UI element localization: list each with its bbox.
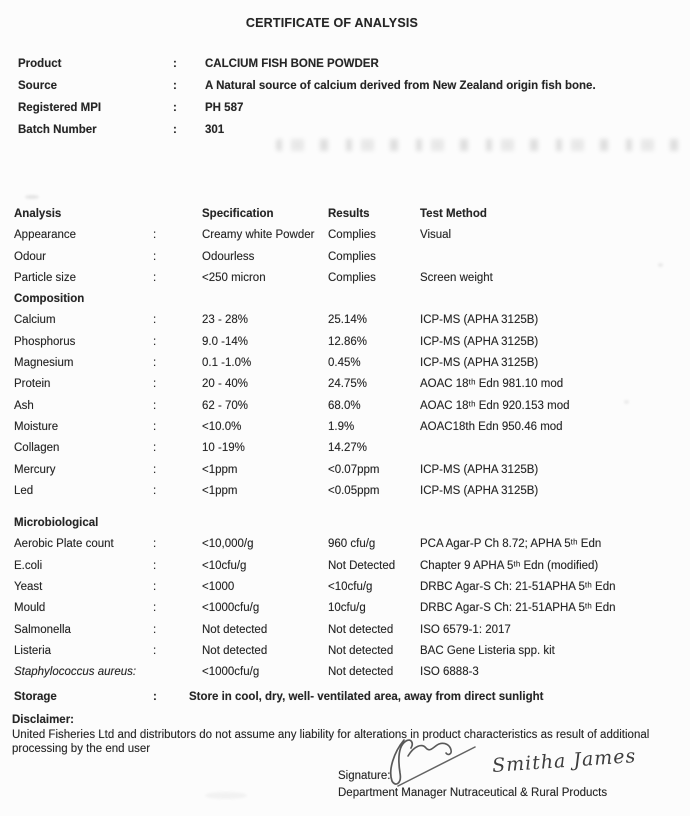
info-label: Source <box>18 80 57 92</box>
column-header-test-method: Test Method <box>420 208 487 220</box>
row-result: Complies <box>328 229 376 242</box>
row-colon: : <box>153 335 157 348</box>
signature-scribble-icon <box>378 734 483 790</box>
row-specification: <1000cfu/g <box>202 602 260 615</box>
row-specification: <10.0% <box>202 420 242 433</box>
table-header-row <box>14 204 682 225</box>
info-row-product <box>18 53 678 75</box>
row-test-method: PCA Agar-P Ch 8.72; APHA 5ᵗʰ Edn <box>420 538 602 551</box>
row-colon <box>153 662 202 683</box>
info-colon: : <box>173 80 177 92</box>
info-colon: : <box>173 124 177 136</box>
row-label: Protein <box>14 378 51 391</box>
column-header-analysis: Analysis <box>14 208 62 220</box>
row-specification: 23 - 28% <box>202 314 249 327</box>
table-row <box>14 247 682 268</box>
table-row <box>14 417 682 438</box>
info-row-batch-number <box>18 119 678 141</box>
table-row <box>14 513 682 534</box>
row-specification: Creamy white Powder <box>202 229 315 242</box>
row-label: Particle size <box>14 271 76 284</box>
analysis-table-body <box>14 225 682 708</box>
row-specification: Odourless <box>202 250 255 263</box>
table-row <box>14 577 682 598</box>
info-label: Product <box>18 58 62 70</box>
row-label: Mercury <box>14 463 56 476</box>
info-label: Batch Number <box>18 124 97 136</box>
scan-speck <box>205 792 247 799</box>
row-result: 0.45% <box>328 357 361 370</box>
row-label: E.coli <box>14 559 43 572</box>
table-row <box>14 481 682 502</box>
row-specification: Not detected <box>202 623 268 636</box>
row-result: 960 cfu/g <box>328 538 376 551</box>
table-row <box>14 556 682 577</box>
table-row <box>14 641 682 662</box>
row-colon: : <box>153 623 157 636</box>
row-colon: : <box>153 229 157 242</box>
column-header-specification: Specification <box>202 208 274 220</box>
row-label: Led <box>14 484 34 497</box>
row-colon: : <box>153 271 157 284</box>
row-test-method: AOAC18th Edn 950.46 mod <box>420 420 563 433</box>
row-label: Aerobic Plate count <box>14 538 114 551</box>
info-value: PH 587 <box>205 102 244 114</box>
scan-smudge-band <box>276 139 686 151</box>
row-specification: <10cfu/g <box>202 559 247 572</box>
row-colon: : <box>153 314 157 327</box>
row-result: 10cfu/g <box>328 602 366 615</box>
info-value: CALCIUM FISH BONE POWDER <box>205 58 379 70</box>
row-label: Staphylococcus aureus: <box>14 666 137 679</box>
row-result: <10cfu/g <box>328 581 373 594</box>
row-result: 12.86% <box>328 335 368 348</box>
table-row <box>14 502 682 513</box>
row-specification: 0.1 -1.0% <box>202 357 252 370</box>
signature-label: Signature: <box>338 770 391 782</box>
row-test-method: Visual <box>420 229 452 242</box>
row-result: 14.27% <box>328 442 368 455</box>
table-row <box>14 662 682 683</box>
row-result: Not detected <box>328 644 394 657</box>
row-specification: <1ppm <box>202 463 238 476</box>
table-row <box>14 598 682 619</box>
section-header: Composition <box>14 293 85 306</box>
disclaimer-text: United Fisheries Ltd and distributors do not assume any liability for alterations in product characteristics as result of additional processing by the end user <box>12 729 650 756</box>
row-result: Not detected <box>328 623 394 636</box>
table-row <box>14 620 682 641</box>
row-result: Complies <box>328 250 376 263</box>
row-test-method: ISO 6888-3 <box>420 666 479 679</box>
row-colon: : <box>153 463 157 476</box>
info-value: A Natural source of calcium derived from New Zealand origin fish bone. <box>205 80 596 92</box>
table-row <box>14 310 682 331</box>
row-result: 24.75% <box>328 378 368 391</box>
row-test-method <box>420 247 682 268</box>
row-test-method: DRBC Agar-S Ch: 21-51APHA 5ᵗʰ Edn <box>420 602 616 615</box>
section-header: Microbiological <box>14 517 99 530</box>
row-label: Mould <box>14 602 46 615</box>
row-test-method: Chapter 9 APHA 5ᵗʰ Edn (modified) <box>420 559 599 572</box>
row-colon: : <box>153 399 157 412</box>
row-specification: Not detected <box>202 644 268 657</box>
row-test-method <box>420 438 682 459</box>
row-result: Complies <box>328 271 376 284</box>
row-test-method: Screen weight <box>420 271 493 284</box>
row-colon: : <box>153 442 157 455</box>
column-header-results: Results <box>328 208 370 220</box>
row-colon: : <box>153 538 157 551</box>
table-row <box>14 268 682 289</box>
info-colon: : <box>173 102 177 114</box>
row-specification: 10 -19% <box>202 442 245 455</box>
row-specification: <10,000/g <box>202 538 254 551</box>
info-colon: : <box>173 58 177 70</box>
row-colon: : <box>153 357 157 370</box>
row-result: <0.05ppm <box>328 484 380 497</box>
row-colon: : <box>153 602 157 615</box>
signature-role: Department Manager Nutraceutical & Rural Products <box>338 787 608 799</box>
table-row <box>14 332 682 353</box>
scan-speck <box>25 195 39 199</box>
storage-value: Store in cool, dry, well- ventilated area, away from direct sunlight <box>189 690 544 703</box>
row-test-method: ICP-MS (APHA 3125B) <box>420 463 539 476</box>
row-colon: : <box>153 420 157 433</box>
info-label: Registered MPI <box>18 102 102 114</box>
row-test-method: AOAC 18ᵗʰ Edn 920.153 mod <box>420 399 570 412</box>
info-row-registered-mpi <box>18 97 678 119</box>
row-test-method: ISO 6579-1: 2017 <box>420 623 511 636</box>
row-test-method: BAC Gene Listeria spp. kit <box>420 644 555 657</box>
document-title: CERTIFICATE OF ANALYSIS <box>245 16 419 30</box>
row-test-method: ICP-MS (APHA 3125B) <box>420 335 539 348</box>
row-specification: 9.0 -14% <box>202 335 249 348</box>
row-colon: : <box>153 559 157 572</box>
row-result: Not detected <box>328 666 394 679</box>
row-result: 25.14% <box>328 314 368 327</box>
row-specification: <1000 <box>202 581 235 594</box>
table-row <box>14 396 682 417</box>
signature-name: Smitha James <box>491 744 637 778</box>
row-specification: <1000cfu/g <box>202 666 260 679</box>
table-row <box>14 687 682 708</box>
row-result: Not Detected <box>328 559 396 572</box>
row-label: Salmonella <box>14 623 71 636</box>
row-label: Collagen <box>14 442 60 455</box>
row-test-method: DRBC Agar-S Ch: 21-51APHA 5ᵗʰ Edn <box>420 581 616 594</box>
row-specification: <1ppm <box>202 484 238 497</box>
row-result: 68.0% <box>328 399 361 412</box>
info-row-source <box>18 75 678 97</box>
row-test-method: ICP-MS (APHA 3125B) <box>420 484 539 497</box>
row-label: Appearance <box>14 229 77 242</box>
product-info-block <box>18 53 678 141</box>
row-test-method: ICP-MS (APHA 3125B) <box>420 314 539 327</box>
row-colon: : <box>153 250 157 263</box>
row-label: Moisture <box>14 420 59 433</box>
column-header-spacer <box>153 204 202 225</box>
table-row <box>14 438 682 459</box>
row-colon: : <box>153 690 157 703</box>
disclaimer-label: Disclaimer: <box>12 714 75 726</box>
table-row <box>14 460 682 481</box>
row-test-method: ICP-MS (APHA 3125B) <box>420 357 539 370</box>
row-label: Magnesium <box>14 357 74 370</box>
row-colon: : <box>153 378 157 391</box>
row-specification: <250 micron <box>202 271 266 284</box>
row-colon: : <box>153 581 157 594</box>
row-colon: : <box>153 484 157 497</box>
table-row <box>14 353 682 374</box>
table-row <box>14 374 682 395</box>
row-specification: 62 - 70% <box>202 399 249 412</box>
row-label: Storage <box>14 690 57 703</box>
table-row <box>14 289 682 310</box>
row-label: Ash <box>14 399 34 412</box>
row-label: Phosphorus <box>14 335 76 348</box>
row-label: Listeria <box>14 644 52 657</box>
row-specification: 20 - 40% <box>202 378 249 391</box>
table-row <box>14 534 682 555</box>
row-result: 1.9% <box>328 420 355 433</box>
analysis-table <box>14 204 682 708</box>
row-test-method: AOAC 18ᵗʰ Edn 981.10 mod <box>420 378 564 391</box>
table-row <box>14 225 682 246</box>
info-value: 301 <box>205 124 225 136</box>
row-label: Calcium <box>14 314 56 327</box>
row-colon: : <box>153 644 157 657</box>
row-label: Odour <box>14 250 46 263</box>
row-result: <0.07ppm <box>328 463 380 476</box>
row-label: Yeast <box>14 581 43 594</box>
